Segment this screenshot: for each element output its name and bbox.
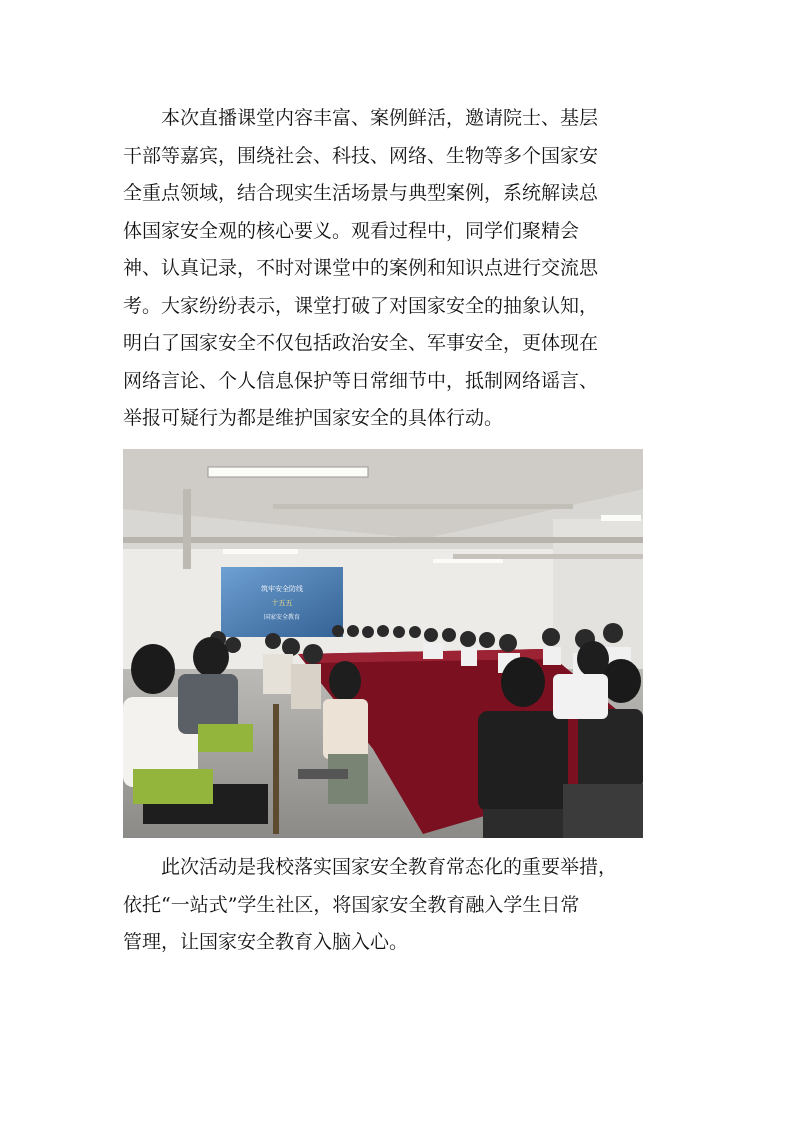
paragraph-conclusion [123,849,663,962]
text-line: 考。大家纷纷表示，课堂打破了对国家安全的抽象认知， [123,294,599,317]
text-line: 管理，让国家安全教育入脑入心。 [123,931,409,953]
text-line: 网络言论、个人信息保护等日常细节中，抵制网络谣言、 [123,369,599,392]
classroom-photo [123,449,643,838]
text-line: 举报可疑行为都是维护国家安全的具体行动。 [123,407,504,429]
text-line: 全重点领域，结合现实生活场景与典型案例，系统解读总 [123,182,599,204]
screen-caption: 国家安全教育 [263,614,301,621]
text-line: 明白了国家安全不仅包括政治安全、军事安全，更体现在 [123,332,599,354]
text-line: 体国家安全观的核心要义。观看过程中，同学们聚精会 [123,219,580,242]
screen-subtitle: 十五五 [271,599,293,607]
text-line: 此次活动是我校落实国家安全教育常态化的重要举措， [123,856,618,878]
paragraph-intro [123,100,663,438]
text-line: 干部等嘉宾，围绕社会、科技、网络、生物等多个国家安 [123,144,599,167]
text-line: 神、认真记录，不时对课堂中的案例和知识点进行交流思 [123,257,599,279]
text-line: 依托“一站式”学生社区，将国家安全教育融入学生日常 [123,893,580,916]
screen-title: 筑牢安全防线 [261,585,303,593]
text-line: 本次直播课堂内容丰富、案例鲜活，邀请院士、基层 [123,107,599,129]
